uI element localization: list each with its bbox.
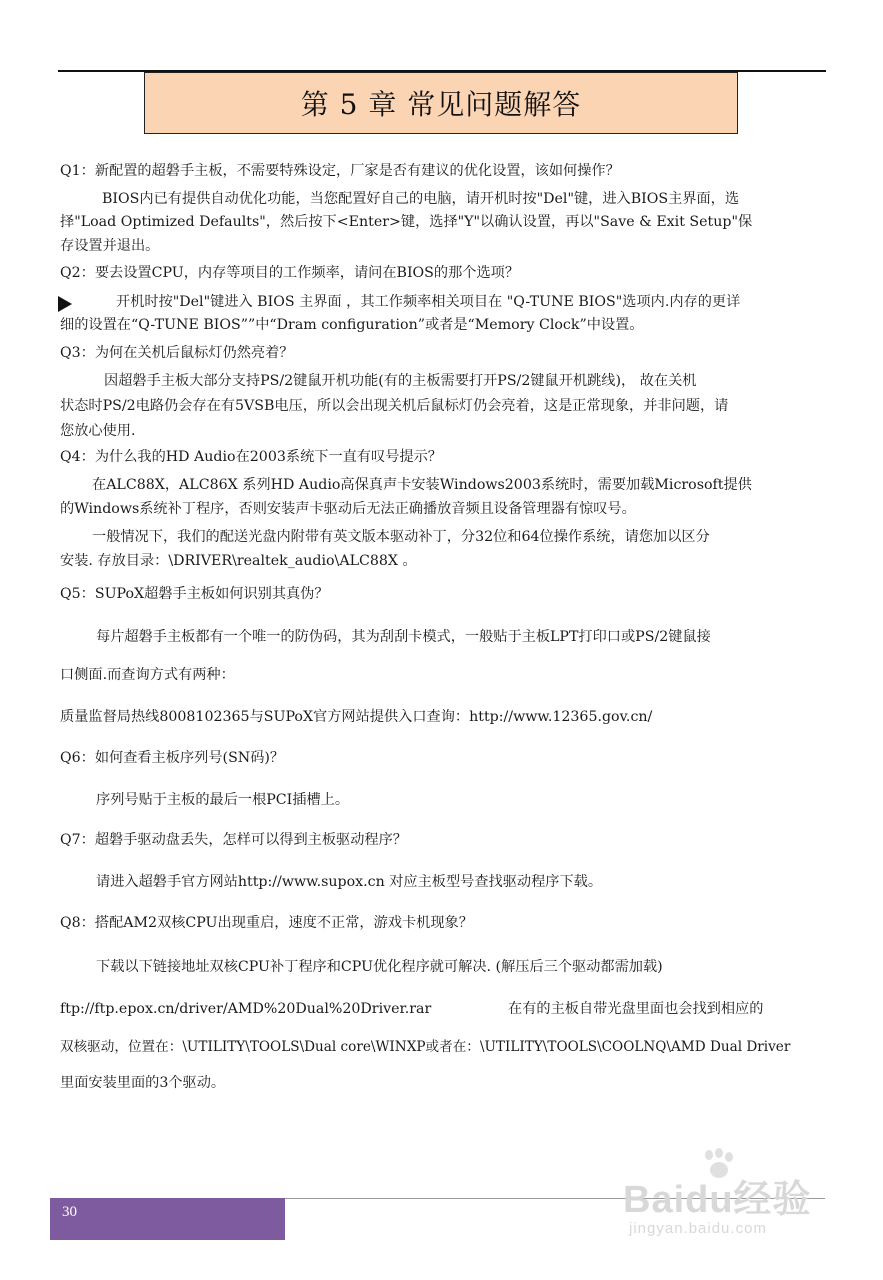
page-number: 30: [62, 1204, 77, 1220]
baidu-watermark: [623, 1148, 843, 1258]
answer-3-line-3: 您放心使用.: [60, 423, 136, 439]
arrow-bullet-icon: [58, 296, 72, 312]
answer-2-line-1: 开机时按"Del"键进入 BIOS 主界面 ，其工作频率相关项目在 "Q-TUNE BIOS"选项内.内存的更详: [116, 294, 741, 310]
answer-4-line-3: 一般情况下，我们的配送光盘内附带有英文版本驱动补丁，分32位和64位操作系统，请您加以区分: [92, 529, 710, 545]
answer-5-line-1: 每片超磐手主板都有一个唯一的防伪码，其为刮刮卡模式，一般贴于主板LPT打印口或PS/2键鼠接: [96, 629, 711, 645]
footer-bar: [50, 1198, 285, 1240]
question-4: Q4：为什么我的HD Audio在2003系统下一直有叹号提示？: [60, 449, 442, 465]
answer-3-line-1: 因超磐手主板大部分支持PS/2键鼠开机功能(有的主板需要打开PS/2键鼠开机跳线)， 故在关机: [104, 373, 697, 389]
chapter-title-box: [144, 72, 738, 134]
answer-7-line-1: 请进入超磐手官方网站http://www.supox.cn 对应主板型号查找驱动程序下载。: [96, 874, 603, 890]
watermark-logo: Baidu经验: [623, 1179, 812, 1221]
answer-1-line-3: 存设置并退出。: [60, 238, 160, 254]
answer-8-line-2: 在有的主板自带光盘里面也会找到相应的: [508, 1001, 764, 1017]
answer-8-line-1: 下载以下链接地址双核CPU补丁程序和CPU优化程序就可解决. (解压后三个驱动都需加载): [96, 959, 663, 975]
question-7: Q7：超磐手驱动盘丢失，怎样可以得到主板驱动程序？: [60, 832, 407, 848]
answer-6-line-1: 序列号贴于主板的最后一根PCI插槽上。: [96, 792, 350, 808]
answer-3-line-2: 状态时PS/2电路仍会存在有5VSB电压，所以会出现关机后鼠标灯仍会亮着，这是正常现象，并非问题，请: [60, 398, 729, 414]
answer-8-download-link: ftp://ftp.epox.cn/driver/AMD%20Dual%20Driver.rar: [60, 1001, 432, 1017]
answer-4-line-4: 安装. 存放目录：\DRIVER\realtek_audio\ALC88X 。: [60, 553, 417, 569]
answer-4-line-1: 在ALC88X，ALC86X 系列HD Audio高保真声卡安装Windows2003系统时，需要加载Microsoft提供: [92, 477, 752, 493]
question-5: Q5：SUPoX超磐手主板如何识别其真伪？: [60, 586, 329, 602]
answer-2-line-2: 细的设置在“Q-TUNE BIOS””中“Dram configuration”或者是“Memory Clock”中设置。: [60, 317, 644, 333]
question-2: Q2：要去设置CPU，内存等项目的工作频率，请问在BIOS的那个选项？: [60, 265, 520, 281]
answer-1-line-1: BIOS内已有提供自动优化功能，当您配置好自己的电脑，请开机时按"Del"键，进入BIOS主界面，选: [102, 191, 740, 207]
answer-8-line-3: 双核驱动，位置在：\UTILITY\TOOLS\Dual core\WINXP或者在：\UTILITY\TOOLS\COOLNQ\AMD Dual Driver: [60, 1039, 791, 1055]
question-1: Q1：新配置的超磐手主板，不需要特殊设定，厂家是否有建议的优化设置，该如何操作？: [60, 163, 620, 179]
answer-8-line-4: 里面安装里面的3个驱动。: [60, 1075, 226, 1091]
answer-5-line-3: 质量监督局热线8008102365与SUPoX官方网站提供入口查询：http://www.12365.gov.cn/: [60, 709, 653, 725]
watermark-url: jingyan.baidu.com: [629, 1220, 767, 1237]
question-8: Q8：搭配AM2双核CPU出现重启，速度不正常，游戏卡机现象？: [60, 915, 473, 931]
answer-4-line-2: 的Windows系统补丁程序，否则安装声卡驱动后无法正确播放音频且设备管理器有惊叹号。: [60, 501, 636, 517]
question-3: Q3：为何在关机后鼠标灯仍然亮着？: [60, 345, 294, 361]
answer-1-line-2: 择"Load Optimized Defaults"，然后按下<Enter>键，选择"Y"以确认设置，再以"Save & Exit Setup"保: [60, 214, 753, 230]
answer-5-line-2: 口侧面.而查询方式有两种：: [60, 667, 235, 683]
chapter-title: 第 5 章 常见问题解答: [300, 88, 582, 121]
question-6: Q6：如何查看主板序列号(SN码)？: [60, 750, 285, 766]
